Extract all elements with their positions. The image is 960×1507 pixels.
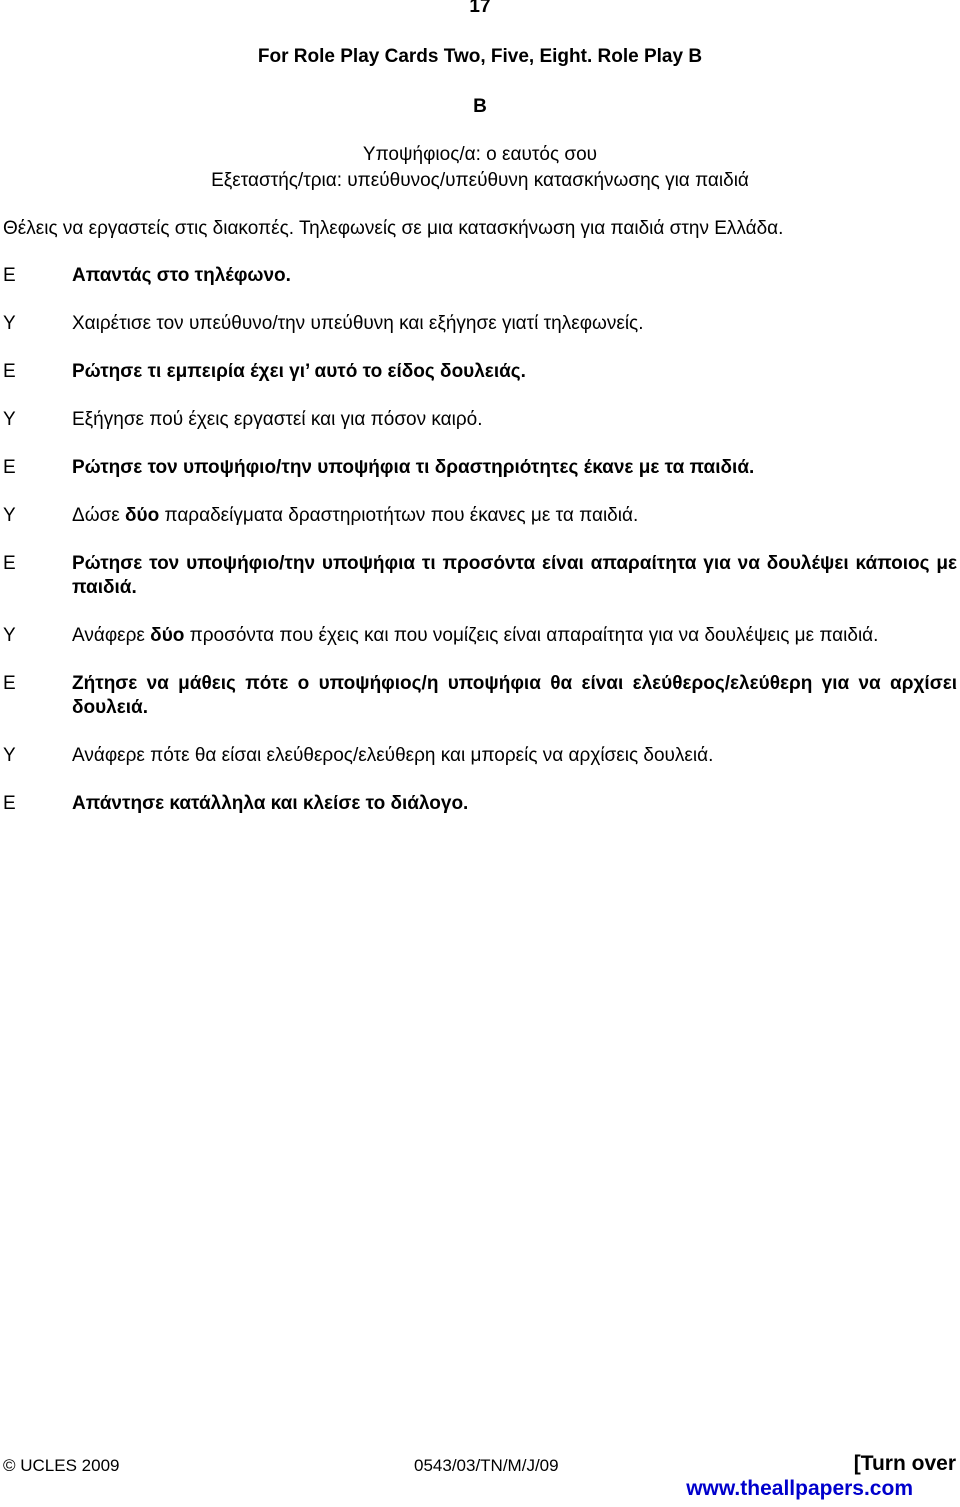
dialogue-turn [0, 792, 960, 816]
dialogue-turn [0, 672, 960, 720]
dialogue-line [72, 504, 957, 528]
dialogue-line [72, 456, 957, 480]
scenario-intro: Θέλεις να εργαστείς στις διακοπές. Τηλεφωνείς σε μια κατασκήνωση για παιδιά στην Ελλάδα. [3, 218, 784, 239]
paper-code: 0543/03/TN/M/J/09 [414, 1456, 559, 1475]
dialogue-line [72, 312, 957, 336]
dialogue-line [72, 552, 957, 600]
dialogue-text: Ανάφερε [72, 625, 151, 646]
speaker-label: E [3, 361, 16, 382]
dialogue-turn [0, 360, 960, 384]
dialogue-turn [0, 744, 960, 768]
dialogue-turn [0, 264, 960, 288]
dialogue-text: δύο [125, 505, 160, 526]
dialogue-text: Ανάφερε πότε θα είσαι ελεύθερος/ελεύθερη και μπορείς να αρχίσεις δουλειά. [72, 745, 714, 766]
dialogue-text: Ρώτησε τον υποψήφιο/την υποψήφια τι προσόντα είναι απαραίτητα για να δουλέψει κάποιος με παιδιά. [72, 553, 957, 598]
dialogue-text: Χαιρέτισε τον υπεύθυνο/την υπεύθυνη και εξήγησε γιατί τηλεφωνείς. [72, 313, 644, 334]
speaker-label: E [3, 673, 16, 694]
dialogue-text: Απάντησε κατάλληλα και κλείσε το διάλογο. [72, 793, 469, 814]
examiner-role: Εξεταστής/τρια: υπεύθυνος/υπεύθυνη κατασκήνωσης για παιδιά [211, 170, 749, 191]
speaker-label: E [3, 553, 16, 574]
dialogue-turn [0, 312, 960, 336]
dialogue-text: Δώσε [72, 505, 126, 526]
dialogue-line [72, 744, 957, 768]
dialogue-text: παραδείγματα δραστηριοτήτων που έκανες με τα παιδιά. [159, 505, 639, 526]
dialogue-text: Ζήτησε να μάθεις πότε ο υποψήφιος/η υποψήφια θα είναι ελεύθερος/ελεύθερη για να αρχίσει δουλειά. [72, 673, 957, 718]
page-title: For Role Play Cards Two, Five, Eight. Role Play B [257, 46, 703, 67]
dialogue-line [72, 264, 957, 288]
speaker-label: E [3, 457, 16, 478]
dialogue-turn [0, 624, 960, 648]
page-number: 17 [469, 0, 491, 17]
speaker-label: Y [3, 745, 16, 766]
dialogue-text: δύο [150, 625, 185, 646]
dialogue-line [72, 624, 957, 648]
copyright-notice: © UCLES 2009 [3, 1456, 120, 1475]
candidate-role: Υποψήφιος/α: ο εαυτός σου [362, 144, 598, 165]
speaker-label: E [3, 793, 16, 814]
dialogue-text: Απαντάς στο τηλέφωνο. [72, 265, 291, 286]
dialogue-line [72, 792, 957, 816]
dialogue-list [0, 264, 960, 840]
role-play-letter: B [473, 96, 487, 117]
dialogue-line [72, 408, 957, 432]
dialogue-line [72, 672, 957, 720]
speaker-label: Y [3, 313, 16, 334]
dialogue-turn [0, 456, 960, 480]
speaker-label: Y [3, 505, 16, 526]
dialogue-turn [0, 504, 960, 528]
turn-over-note: [Turn over [853, 1452, 956, 1475]
dialogue-turn [0, 552, 960, 600]
speaker-label: Y [3, 625, 16, 646]
dialogue-line [72, 360, 957, 384]
dialogue-text: προσόντα που έχεις και που νομίζεις είναι απαραίτητα για να δουλέψεις με παιδιά. [184, 625, 879, 646]
speaker-label: Y [3, 409, 16, 430]
website-link[interactable]: www.theallpapers.com [686, 1477, 913, 1500]
dialogue-turn [0, 408, 960, 432]
dialogue-text: Ρώτησε τον υποψήφιο/την υποψήφια τι δραστηριότητες έκανε με τα παιδιά. [72, 457, 755, 478]
speaker-label: E [3, 265, 16, 286]
dialogue-text: Ρώτησε τι εμπειρία έχει γι’ αυτό το είδος δουλειάς. [72, 361, 526, 382]
dialogue-text: Εξήγησε πού έχεις εργαστεί και για πόσον καιρό. [72, 409, 483, 430]
